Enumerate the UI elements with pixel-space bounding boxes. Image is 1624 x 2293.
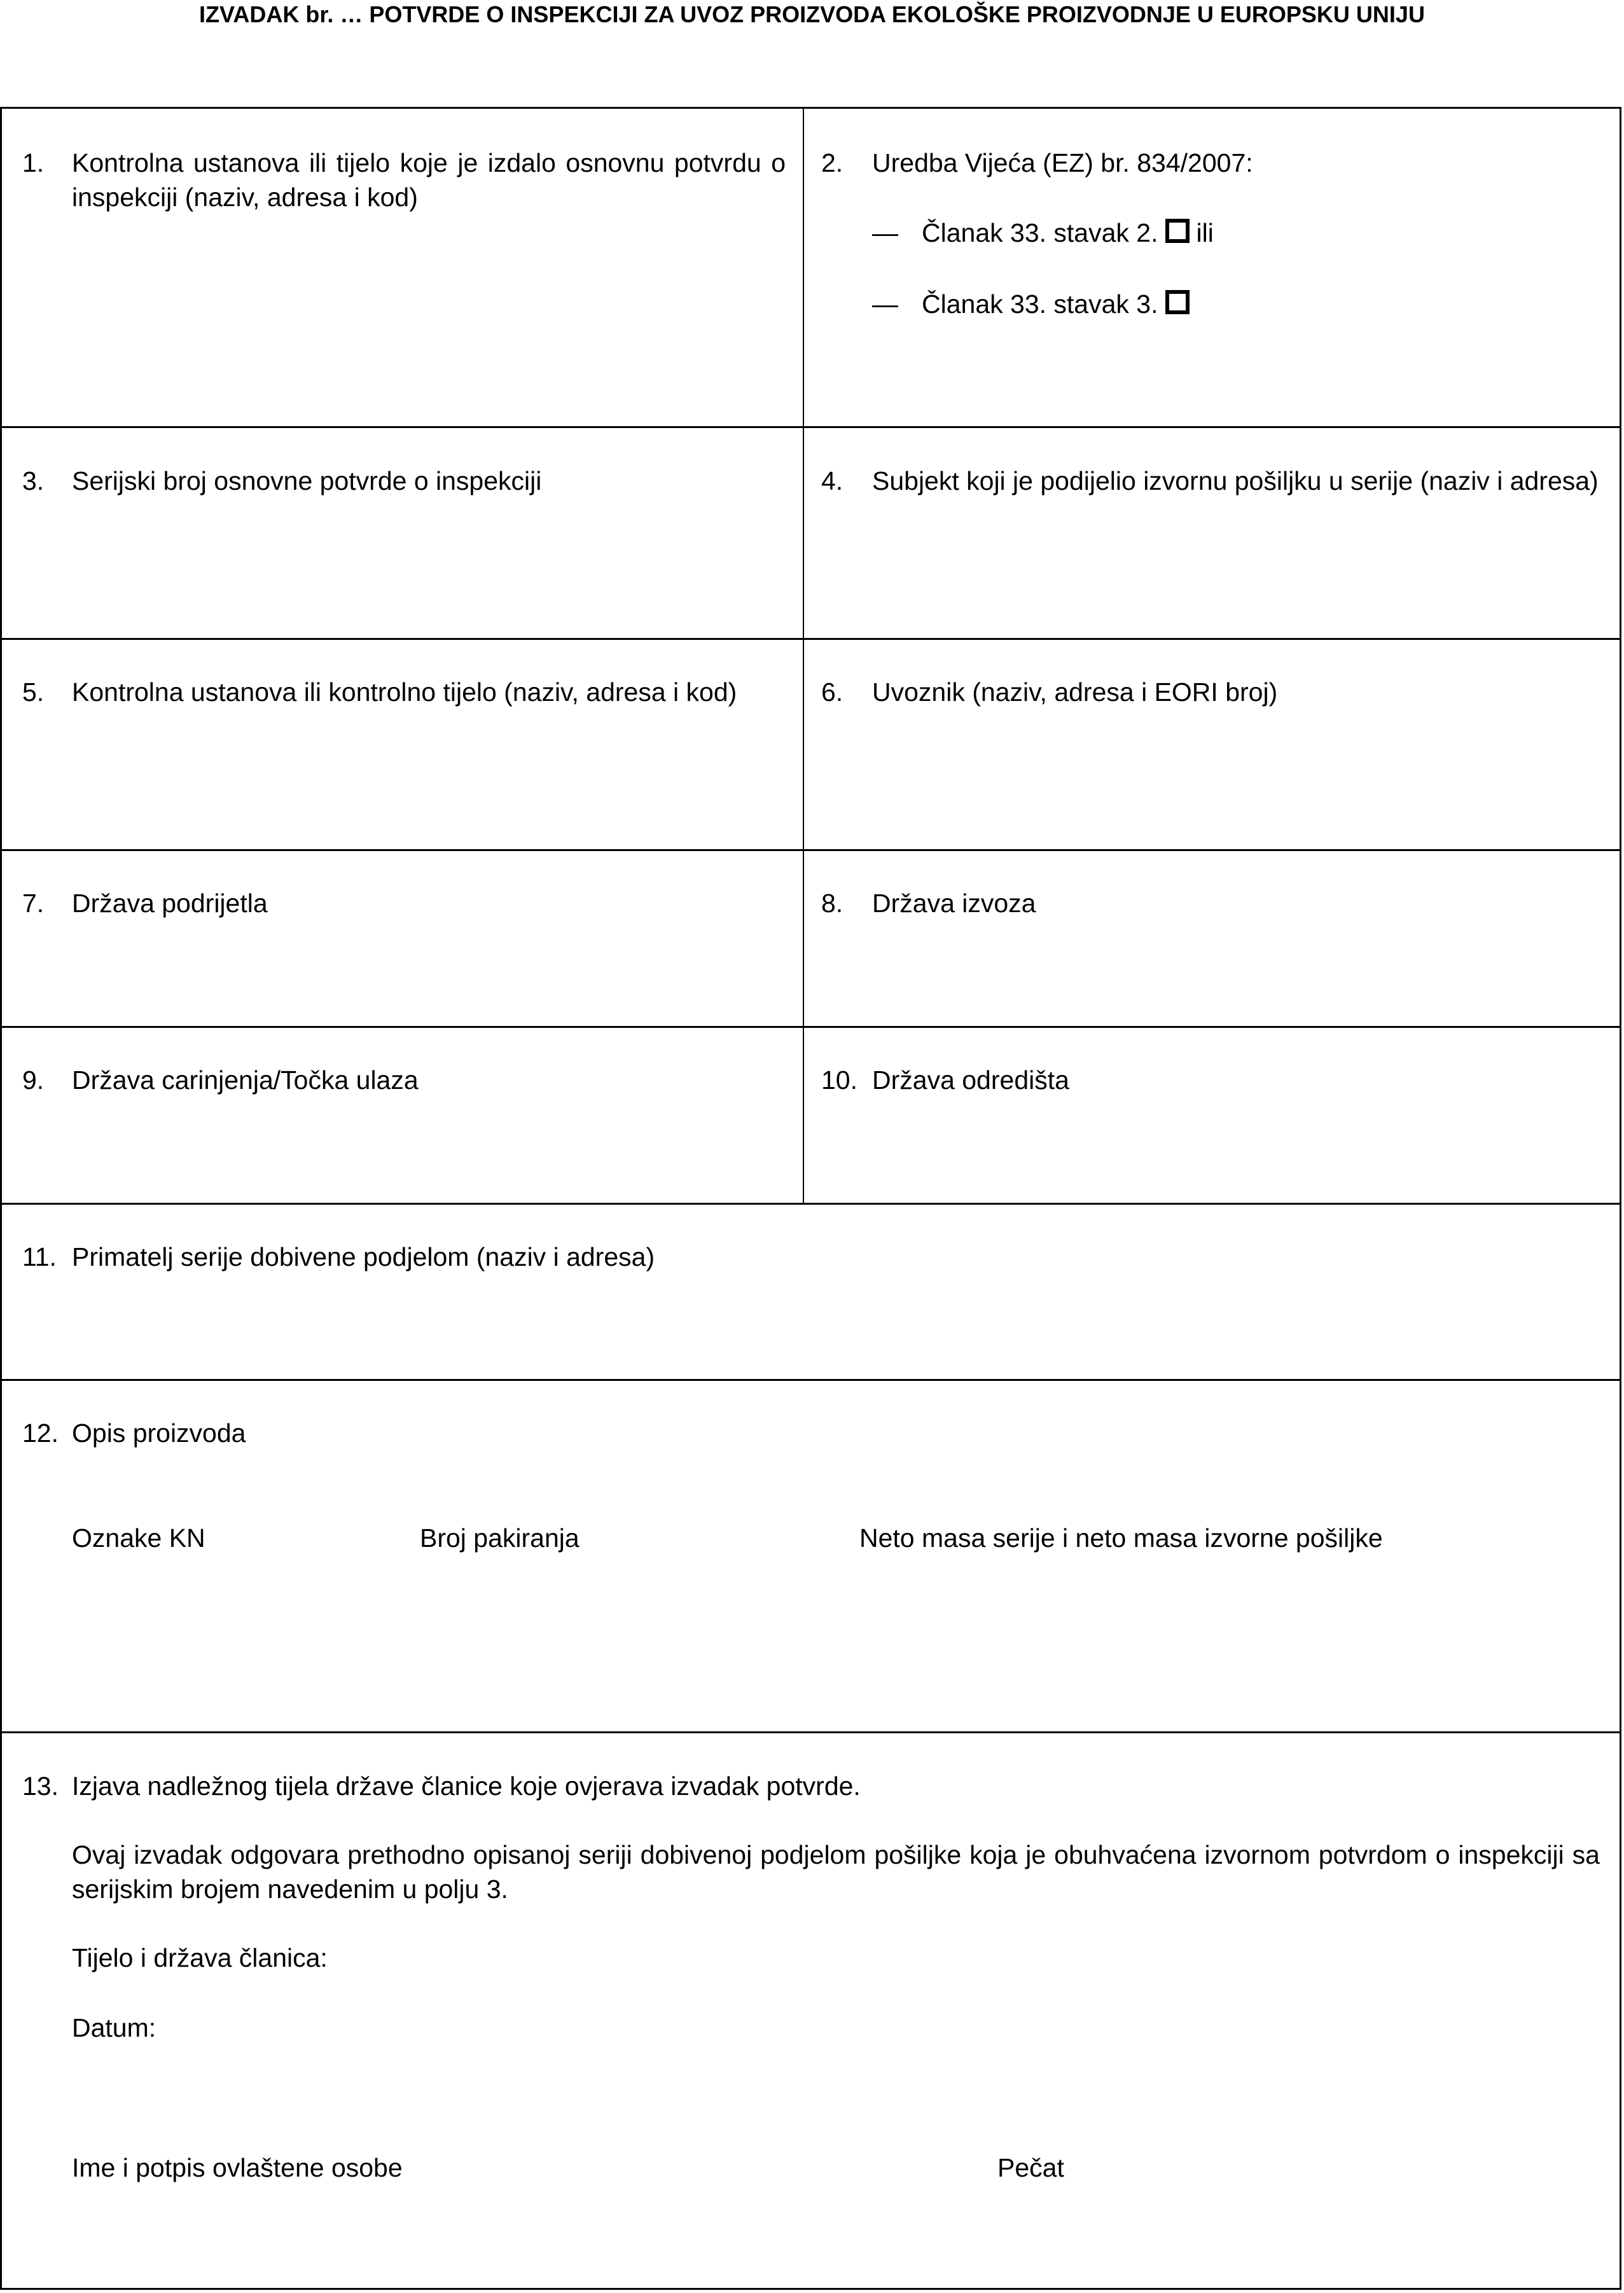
option-suffix: ili — [1196, 218, 1214, 247]
box-number: 13. — [22, 1771, 59, 1801]
box-label: Država podrijetla — [72, 889, 268, 918]
box-label: Uvoznik (naziv, adresa i EORI broj) — [872, 677, 1278, 707]
box-label: Država carinjenja/Točka ulaza — [72, 1065, 419, 1095]
declaration-statement: Ovaj izvadak odgovara prethodno opisanoj seriji dobivenoj podjelom pošiljke koja je obuhvaćena izvornom potvrdom o inspekciji sa serijskim brojem navedenim u polju 3. — [72, 1840, 1600, 1904]
column-divider — [803, 109, 804, 1204]
option-text: Članak 33. stavak 3. — [922, 289, 1158, 319]
option-article-33-2 — [872, 216, 1214, 250]
date-label[interactable]: Datum: — [72, 2013, 156, 2042]
column-net-mass: Neto masa serije i neto masa izvorne pošiljke — [859, 1523, 1383, 1553]
checkbox-article-33-2[interactable] — [1165, 219, 1190, 243]
row-divider — [2, 1379, 1620, 1381]
box-label: Serijski broj osnovne potvrde o inspekciji — [72, 466, 542, 495]
box-label: Država izvoza — [872, 889, 1036, 918]
row-divider — [2, 426, 1620, 428]
checkbox-article-33-3[interactable] — [1165, 290, 1190, 314]
box-label: Država odredišta — [872, 1065, 1069, 1095]
box-label: Opis proizvoda — [72, 1418, 246, 1448]
row-divider — [2, 1026, 1620, 1028]
box-number: 2. — [821, 148, 843, 177]
box-number: 6. — [821, 677, 843, 707]
box-label: Izjava nadležnog tijela države članice koje ovjerava izvadak potvrde. — [72, 1771, 861, 1801]
signature-label[interactable]: Ime i potpis ovlaštene osobe — [72, 2153, 403, 2182]
option-article-33-3 — [872, 287, 1196, 321]
box-label: Kontrolna ustanova ili kontrolno tijelo (naziv, adresa i kod) — [72, 677, 737, 707]
box-number: 5. — [22, 677, 45, 707]
box-number: 8. — [821, 889, 843, 918]
box-label: Uredba Vijeća (EZ) br. 834/2007: — [872, 148, 1253, 177]
authority-and-member-state-label[interactable]: Tijelo i država članica: — [72, 1943, 328, 1972]
box-label: Subjekt koji je podijelio izvornu pošiljku u serije (naziv i adresa) — [872, 466, 1599, 495]
box-number: 12. — [22, 1418, 59, 1448]
row-divider — [2, 638, 1620, 640]
box-label: Kontrolna ustanova ili tijelo koje je izdalo osnovnu potvrdu o inspekciji (naziv, adresa i kod) — [72, 148, 786, 212]
box-number: 1. — [22, 148, 45, 177]
box-number: 10. — [821, 1065, 857, 1095]
option-text: Članak 33. stavak 2. — [922, 218, 1158, 247]
row-divider — [2, 1731, 1620, 1733]
dash: — — [872, 218, 898, 247]
row-divider — [2, 849, 1620, 851]
row-divider — [2, 1203, 1620, 1205]
column-packages: Broj pakiranja — [420, 1523, 580, 1553]
certificate-form — [0, 107, 1621, 2290]
box-number: 9. — [22, 1065, 45, 1095]
box-number: 11. — [22, 1242, 57, 1271]
box-number: 3. — [22, 466, 45, 495]
box-number: 4. — [821, 466, 843, 495]
document-title: IZVADAK br. … POTVRDE O INSPEKCIJI ZA UVOZ PROIZVODA EKOLOŠKE PROIZVODNJE U EUROPSKU UNIJU — [199, 1, 1425, 27]
stamp-label[interactable]: Pečat — [997, 2153, 1064, 2182]
box-number: 7. — [22, 889, 45, 918]
box-label: Primatelj serije dobivene podjelom (naziv i adresa) — [72, 1242, 655, 1271]
column-cn-codes: Oznake KN — [72, 1523, 205, 1553]
dash: — — [872, 289, 898, 319]
